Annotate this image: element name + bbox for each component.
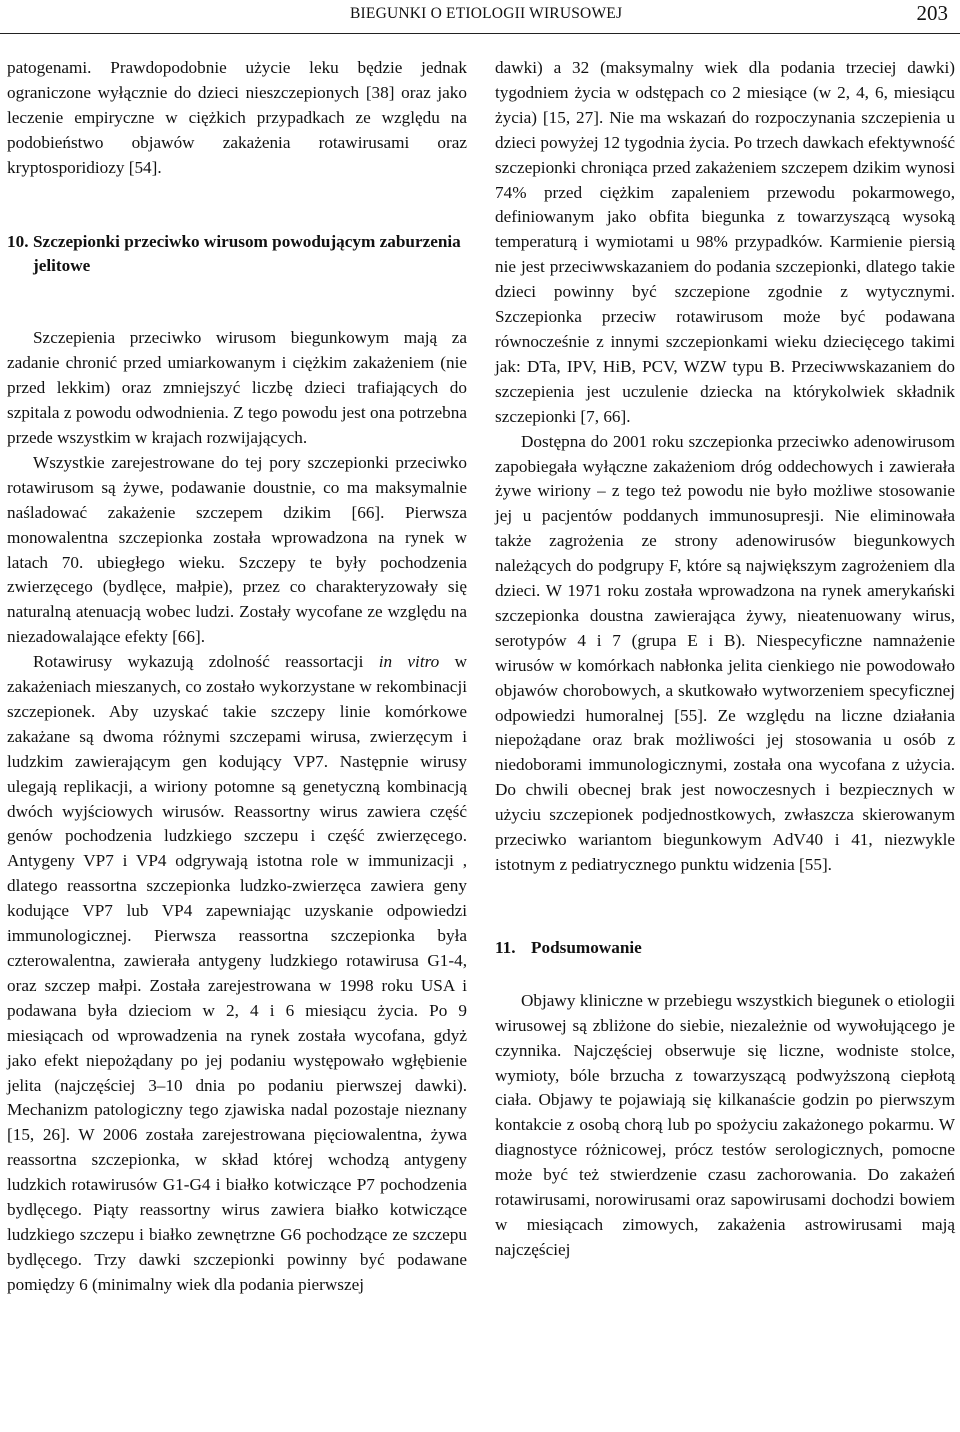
right-column — [495, 56, 955, 1263]
section-heading-10 — [7, 230, 467, 280]
paragraph-text: Rotawirusy wykazują zdolność reassortacji — [33, 652, 379, 672]
page-number: 203 — [916, 1, 948, 25]
section-number: 11. — [495, 937, 516, 957]
left-column — [7, 56, 467, 1298]
running-header — [0, 0, 960, 36]
paragraph: patogenami. Prawdopodobnie użycie leku będzie jednak ograniczone wyłącznie do dzieci nieszczepionych [38] oraz jako leczenie empiryczne w ciężkich przypadkach ze względu na podobieństwo objawów zakażenia rotawirusami oraz kryptosporidiozy [54]. — [7, 58, 467, 177]
section-number: 10. — [7, 231, 29, 251]
section-title: Szczepionki przeciwko wirusom powodującym zaburzenia jelitowe — [33, 231, 461, 276]
paragraph: Objawy kliniczne w przebiegu wszystkich biegunek o etiologii wirusowej są zbliżone do siebie, niezależnie od wywołującego je czynnika. Najczęściej obserwuje się liczne, wodniste stolce, wymioty, bóle brzucha z towarzyszącą podwyższoną ciepłotą ciała. Objawy te pojawiają się kilkanaście godzin po pierwszym kontakcie z osobą chorą lub po spożyciu zakażonego pokarmu. W diagnostyce różnicowej, prócz testów serologicznych, pomocne może być też stwierdzenie czasu zachorowania. Do zakażeń rotawirusami, norowirusami oraz sapowirusami dochodzi bowiem w miesiącach zimowych, zakażenia astrowirusami mają najczęściej — [495, 990, 955, 1259]
header-rule — [0, 33, 960, 34]
paragraph — [7, 650, 467, 1298]
paragraph: Szczepienia przeciwko wirusom biegunkowym mają za zadanie chronić przed umiarkowanym i ciężkim zakażeniem (nie przed lekkim) oraz zmniejszyć liczbę dzieci trafiających do szpitala z powodu odwodnienia. Z tego powodu jest ona potrzebna przede wszystkim w krajach rozwijających. — [7, 328, 467, 447]
paragraph: Dostępna do 2001 roku szczepionka przeciwko adenowirusom zapobiegała wyłączne zakażeniom dróg oddechowych i zawierała żywe wiriony – z tego też powodu nie było możliwe stosowanie jej u pacjentów poddanych immunosupresji. Nie eliminowała także zagrożenia ze strony adenowirusów biegunkowych należących do podgrupy F, które są największym zagrożeniem dla dzieci. W 1971 roku została wprowadzona na rynek amerykański szczepionka doustna zawierająca żywy, nieatenuowany wirus, serotypów 4 i 7 (grupa E i B). Niespecyficzne namnażenie wirusów w komórkach nabłonka jelita cienkiego nie powodowało objawów chorobowych, a skutkowało wytworzeniem specyficznej odpowiedzi humoralnej [55]. Ze względu na liczne działania niepożądane oraz brak możliwości jej stosowania u osób z niedoborami immunologicznymi, została ona wycofana z użycia. Do chwili obecnej brak jest nowoczesnych i bezpiecznych w użyciu szczepionek podjednostkowych, zwłaszcza skierowanym przeciwko wariantom biegunkowym AdV40 i 41, niezwykle istotnym z pediatrycznego punktu widzenia [55]. — [495, 431, 955, 874]
section-heading-11 — [495, 936, 955, 961]
italic-term: in vitro — [378, 652, 440, 672]
running-title: BIEGUNKI O ETIOLOGII WIRUSOWEJ — [350, 5, 623, 22]
paragraph: dawki) a 32 (maksymalny wiek dla podania trzeciej dawki) tygodniem życia w odstępach co 2 miesiące (w 2, 4, 6, miesiącu życia) [15, 27]. Nie ma wskazań do rozpoczynania szczepienia u dzieci powyżej 12 tygodnia życia. Po trzech dawkach efektywność szczepionki chroniąca przed zakażeniem szczepem dzikim wynosi 74% przed ciężkim zapaleniem przewodu pokarmowego, definiowanym jako obfita biegunka z towarzyszącą wysoką temperaturą i wymiotami u 98% przypadków. Karmienie piersią nie jest przeciwwskazaniem do podania szczepionki, dlatego takie dzieci powinny być szczepione zgodnie z wytycznymi. Szczepionka przeciw rotawirusom może być podawana równocześnie z innymi szczepionkami wieku dziecięcego takimi jak: DTa, IPV, HiB, PCV, WZW typu B. Przeciwwskazaniem do szczepienia jest uczulenie dziecka na którykolwiek składnik szczepionki [7, 66]. — [495, 58, 955, 426]
section-title: Podsumowanie — [531, 937, 642, 957]
paragraph: Wszystkie zarejestrowane do tej pory szczepionki przeciwko rotawirusom są żywe, podawanie doustnie, co ma maksymalnie naśladować zakażenie szczepem dzikim [66]. Pierwsza monowalentna szczepionka została wprowadzona na rynek w latach 70. ubiegłego wieku. Szczepy te były pochodzenia zwierzęcego (bydlęce, małpie), przez co charakteryzowały się naturalną atenuacją wobec ludzi. Zostały wycofane ze względu na niezadowalające efekty [66]. — [7, 452, 467, 647]
paragraph-text: w zakażeniach mieszanych, co zostało wykorzystane w rekombinacji szczepionek. Aby uzyskać takie szczepy linie komórkowe zakażane są dwoma różnymi szczepami wirusa, zwierzęcym i ludzkim zawierającym gen kodujący VP7. Następnie wirusy ulegają replikacji, a wiriony potomne są genetyczną kombinacją dwóch wyjściowych wirusów. Reassortny wirus zawiera część genów pochodzenia ludzkiego szczepu i część zwierzęcego. Antygeny VP7 i VP4 odgrywają istotna role w immunizacji , dlatego reassortna szczepionka ludzko-zwierzęca zawiera geny kodujące VP7 lub VP4 zapewniając uzyskanie odpowiedzi immunologicznej. Pierwsza reassortna szczepionka była czterowalentna, zawierała antygeny ludzkiego rotawirusa G1-4, oraz szczep małpi. Została zarejestrowana w 1998 roku USA i podawana była dzieciom w 2, 4 i 6 miesiącu życia. Po 9 miesiącach od wprowadzenia na rynek została wycofana, gdyż jako efekt niepożądany po jej podaniu występowało wgłębienie jelita (najczęściej 3–10 dnia po podaniu pierwszej dawki). Mechanizm patologiczny tego zjawiska nadal pozostaje nieznany [15, 26]. W 2006 została zarejestrowana pięciowalentna, żywa reassortna szczepionka, w skład której wchodzą antygeny ludzkich rotawirusów G1-G4 i białko kotwiczące P7 pochodzenia bydlęcego. Piąty reassortny wirus zawiera białko kotwiczące ludzkiego szczepu i białko zewnętrzne G6 pochodzące ze szczepu bydlęcego. Trzy dawki szczepionki powinny być podawane pomiędzy 6 (minimalny wiek dla podania pierwszej — [7, 652, 467, 1294]
